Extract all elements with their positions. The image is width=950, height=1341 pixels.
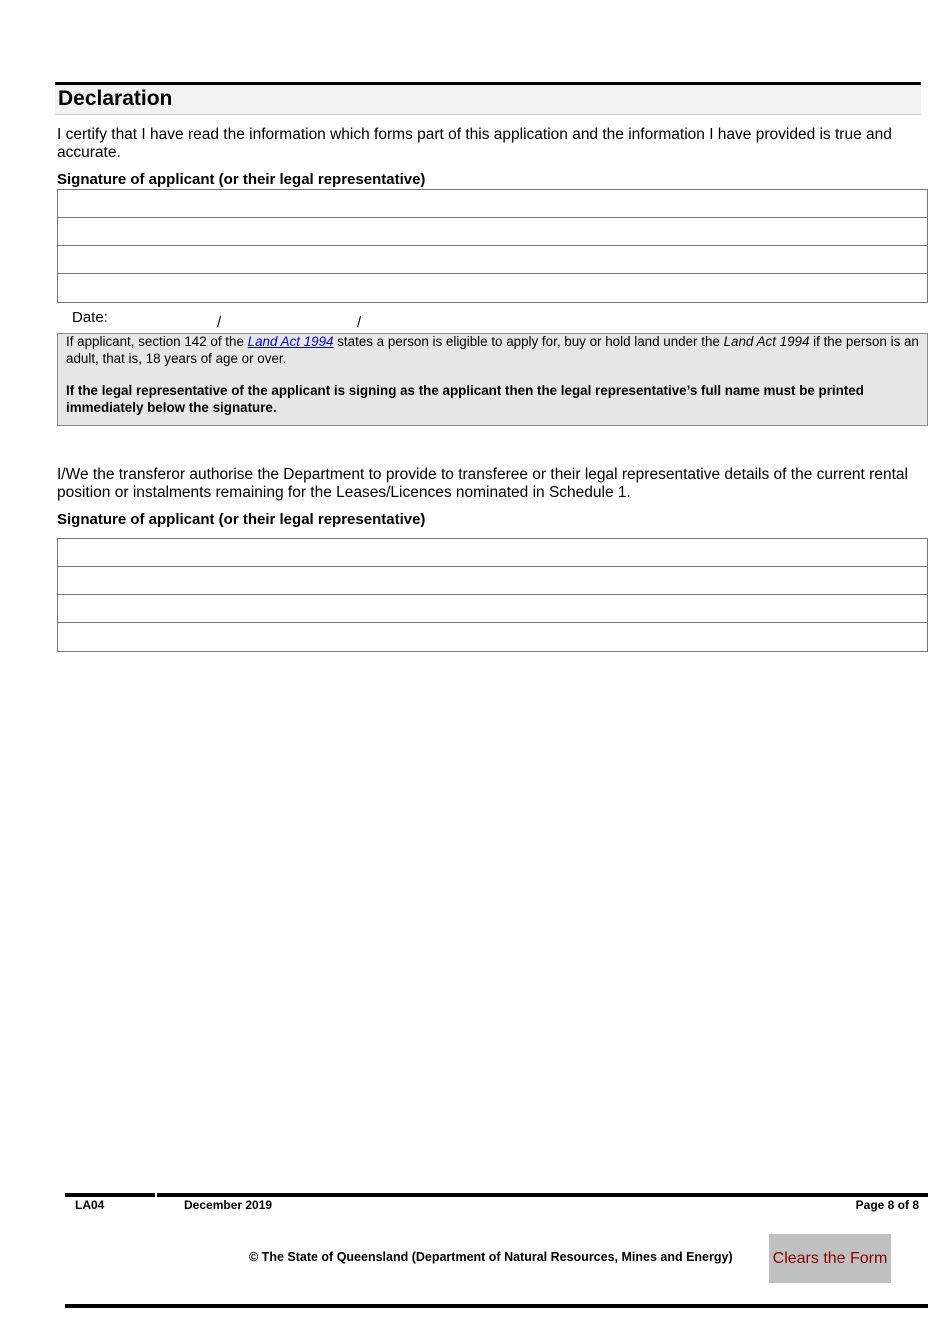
signature-line[interactable] [58, 274, 927, 302]
declaration-header [55, 85, 921, 115]
date-month-input[interactable] [230, 303, 350, 323]
signature-line[interactable] [58, 539, 927, 567]
clear-form-button[interactable]: Clears the Form [769, 1234, 891, 1283]
signature-line[interactable] [58, 567, 927, 595]
date-separator: / [357, 314, 362, 331]
note-text: if the person is an adult, that is, 18 years of age or over. [66, 334, 919, 366]
eligibility-note [57, 333, 928, 426]
form-code: LA04 [75, 1198, 105, 1212]
note-act-name: Land Act 1994 [723, 334, 810, 349]
signature-field-1[interactable] [57, 189, 928, 303]
signature-line[interactable] [58, 623, 927, 651]
signature-line[interactable] [58, 190, 927, 218]
certify-statement: I certify that I have read the information which forms part of this application and the information I have provided is true and accurate. [57, 126, 892, 161]
signature-line[interactable] [58, 218, 927, 246]
note-text: states a person is eligible to apply for, buy or hold land under the [333, 334, 724, 349]
land-act-link[interactable]: Land Act 1994 [247, 334, 334, 349]
date-separator: / [217, 314, 222, 331]
note-paragraph-1 [66, 334, 919, 367]
footer-rule [65, 1193, 155, 1197]
copyright-notice: © The State of Queensland (Department of Natural Resources, Mines and Energy) [249, 1250, 733, 1264]
page-number: Page 8 of 8 [855, 1198, 919, 1212]
signature-label-2: Signature of applicant (or their legal representative) [57, 511, 426, 528]
date-year-input[interactable] [370, 303, 490, 323]
signature-field-2[interactable] [57, 538, 928, 652]
signature-label-1: Signature of applicant (or their legal representative) [57, 171, 426, 188]
date-day-input[interactable] [120, 303, 196, 323]
signature-line[interactable] [58, 246, 927, 274]
date-label: Date: [72, 309, 108, 326]
form-date: December 2019 [184, 1198, 273, 1212]
declaration-title: Declaration [58, 87, 173, 110]
footer-rule [157, 1193, 928, 1197]
footer-bottom-rule [65, 1304, 928, 1308]
note-paragraph-2: If the legal representative of the applicant is signing as the applicant then the legal representative’s full name must be printed immediately below the signature. [66, 383, 864, 415]
note-text: If applicant, section 142 of the [66, 334, 248, 349]
signature-line[interactable] [58, 595, 927, 623]
authorisation-statement: I/We the transferor authorise the Department to provide to transferee or their legal representative details of the current rental position or instalments remaining for the Leases/Licences nominated in Schedule 1. [57, 466, 908, 501]
